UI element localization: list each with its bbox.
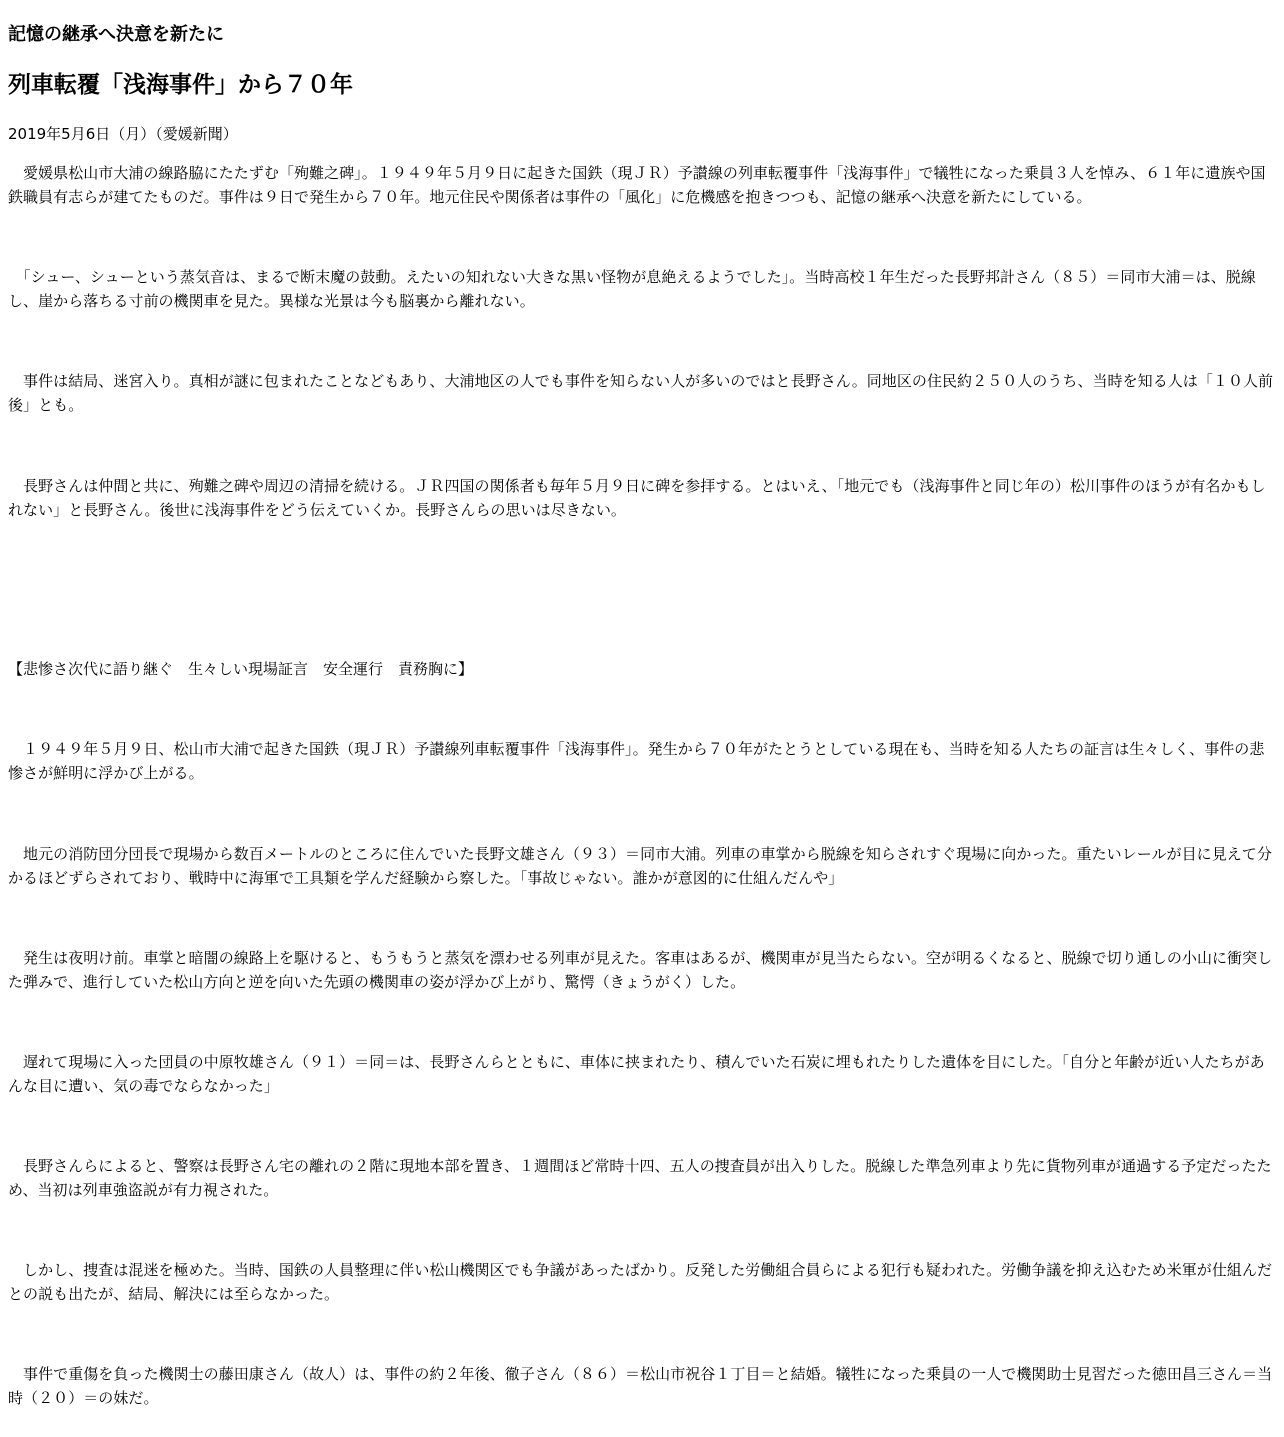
lead-paragraph: 愛媛県松山市大浦の線路脇にたたずむ「殉難之碑」。１９４９年５月９日に起きた国鉄（現ＪＲ）予讃線の列車転覆事件「浅海事件」で犠牲になった乗員３人を悼み、６１年に遺族や国鉄職員有志らが建てたものだ。事件は９日で発生から７０年。地元住民や関係者は事件の「風化」に危機感を抱きつつも、記憶の継承へ決意を新たにしている。 (8, 164, 1266, 206)
lead-paragraph: 長野さんは仲間と共に、殉難之碑や周辺の清掃を続ける。ＪＲ四国の関係者も毎年５月９日に碑を参拝する。とはいえ、「地元でも（浅海事件と同じ年の）松川事件のほうが有名かもしれない」と長野さん。後世に浅海事件をどう伝えていくか。長野さんらの思いは尽きない。 (8, 477, 1266, 519)
body-paragraph: 長野さんらによると、警察は長野さん宅の離れの２階に現地本部を置き、１週間ほど常時十四、五人の捜査員が出入りした。脱線した準急列車より先に貨物列車が通過する予定だったため、当初は列車強盗説が有力視された。 (8, 1157, 1272, 1199)
body-paragraph: 発生は夜明け前。車掌と暗闇の線路上を駆けると、もうもうと蒸気を漂わせる列車が見えた。客車はあるが、機関車が見当たらない。空が明るくなると、脱線で切り通しの小山に衝突した弾みで、進行していた松山方向と逆を向いた先頭の機関車の姿が浮かび上がり、驚愕（きょうがく）した。 (8, 949, 1273, 991)
article-subhead: 【悲惨さ次代に語り継ぐ 生々しい現場証言 安全運行 責務胸に】 (8, 660, 474, 678)
body-paragraph: しかし、捜査は混迷を極めた。当時、国鉄の人員整理に伴い松山機関区でも争議があったばかり。反発した労働組合員らによる犯行も疑われた。労働争議を抑え込むため米軍が仕組んだとの説も出たが、結局、解決には至らなかった。 (8, 1261, 1273, 1303)
body-paragraph: 地元の消防団分団長で現場から数百メートルのところに住んでいた長野文雄さん（９３）＝同市大浦。列車の車掌から脱線を知らされすぐ現場に向かった。重たいレールが目に見えて分かるほどずらされており、戦時中に海軍で工具類を学んだ経験から察した。「事故じゃない。誰かが意図的に仕組んだんや」 (8, 845, 1272, 887)
article-headline: 列車転覆「浅海事件」から７０年 (8, 72, 353, 98)
lead-paragraph: 事件は結局、迷宮入り。真相が謎に包まれたことなどもあり、大浦地区の人でも事件を知らない人が多いのではと長野さん。同地区の住民約２５０人のうち、当時を知る人は「１０人前後」とも。 (8, 372, 1274, 414)
body-paragraph: 事件で重傷を負った機関士の藤田康さん（故人）は、事件の約２年後、徹子さん（８６）＝松山市祝谷１丁目＝と結婚。犠牲になった乗員の一人で機関助士見習だった徳田昌三さん＝当時（２０）＝の妹だ。 (8, 1365, 1273, 1407)
body-paragraph: １９４９年５月９日、松山市大浦で起きた国鉄（現ＪＲ）予讃線列車転覆事件「浅海事件」。発生から７０年がたとうとしている現在も、当時を知る人たちの証言は生々しく、事件の悲惨さが鮮明に浮かび上がる。 (8, 740, 1265, 782)
lead-paragraph: 「シュー、シューという蒸気音は、まるで断末魔の鼓動。えたいの知れない大きな黒い怪物が息絶えるようでした」。当時高校１年生だった長野邦計さん（８５）＝同市大浦＝は、脱線し、崖から落ちる寸前の機関車を見た。異様な光景は今も脳裏から離れない。 (8, 268, 1256, 310)
body-paragraph: 遅れて現場に入った団員の中原牧雄さん（９１）＝同＝は、長野さんらとともに、車体に挟まれたり、積んでいた石炭に埋もれたりした遺体を目にした。「自分と年齢が近い人たちがあんな目に遭い、気の毒でならなかった」 (8, 1053, 1265, 1095)
article-dateline: 2019年5月6日（月）（愛媛新聞） (8, 125, 238, 143)
article-kicker: 記憶の継承へ決意を新たに (8, 24, 224, 45)
